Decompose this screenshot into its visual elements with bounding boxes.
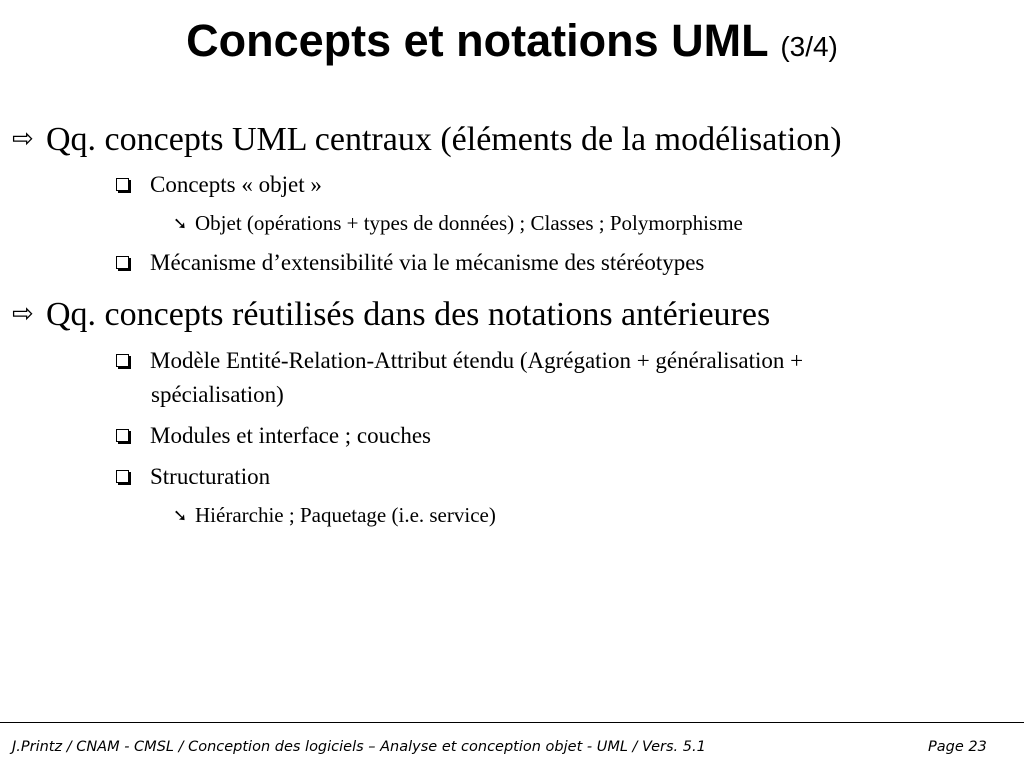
shadowed-checkbox-icon <box>116 470 129 483</box>
bullet-level1 <box>12 119 842 160</box>
shadowed-checkbox-icon <box>116 178 129 191</box>
page-number: Page 23 <box>928 739 987 755</box>
bullet-level2 <box>114 168 322 202</box>
bullet-text: Qq. concepts réutilisés dans des notations antérieures <box>46 296 771 333</box>
hollow-right-arrow-icon: ⇨ <box>12 299 34 329</box>
slide-title <box>0 14 1024 74</box>
footer-credits: J.Printz / CNAM - CMSL / Conception des logiciels – Analyse et conception objet - UML / Vers. 5.1 <box>12 739 706 755</box>
bullet-level2 <box>114 419 431 453</box>
bullet-text: Modules et interface ; couches <box>150 423 431 448</box>
bullet-text: Mécanisme d’extensibilité via le mécanisme des stéréotypes <box>150 250 705 275</box>
bold-curved-arrow-icon: ➘ <box>173 506 188 526</box>
shadowed-checkbox-icon <box>116 429 129 442</box>
bullet-text: Hiérarchie ; Paquetage (i.e. service) <box>195 503 496 527</box>
slide-title-suffix: (3/4) <box>780 31 838 62</box>
bullet-level1 <box>12 294 770 335</box>
bullet-text: Concepts « objet » <box>150 172 322 197</box>
bullet-level2 <box>114 344 803 412</box>
shadowed-checkbox-icon <box>116 354 129 367</box>
bullet-text: Modèle Entité-Relation-Attribut étendu (Agrégation + généralisation + <box>150 348 804 373</box>
bullet-level2 <box>114 246 704 280</box>
slide-title-text: Concepts et notations UML <box>186 15 768 66</box>
bullet-text: Structuration <box>150 464 271 489</box>
bullet-level3 <box>173 500 496 531</box>
bullet-text: Objet (opérations + types de données) ; Classes ; Polymorphisme <box>195 211 743 235</box>
bold-curved-arrow-icon: ➘ <box>173 214 188 234</box>
shadowed-checkbox-icon <box>116 256 129 269</box>
footer-divider <box>0 722 1024 723</box>
bullet-text-continuation: spécialisation) <box>151 382 284 407</box>
bullet-text: Qq. concepts UML centraux (éléments de la modélisation) <box>46 121 842 158</box>
bullet-level2 <box>114 460 270 494</box>
bullet-level3 <box>173 208 743 239</box>
hollow-right-arrow-icon: ⇨ <box>12 124 34 154</box>
